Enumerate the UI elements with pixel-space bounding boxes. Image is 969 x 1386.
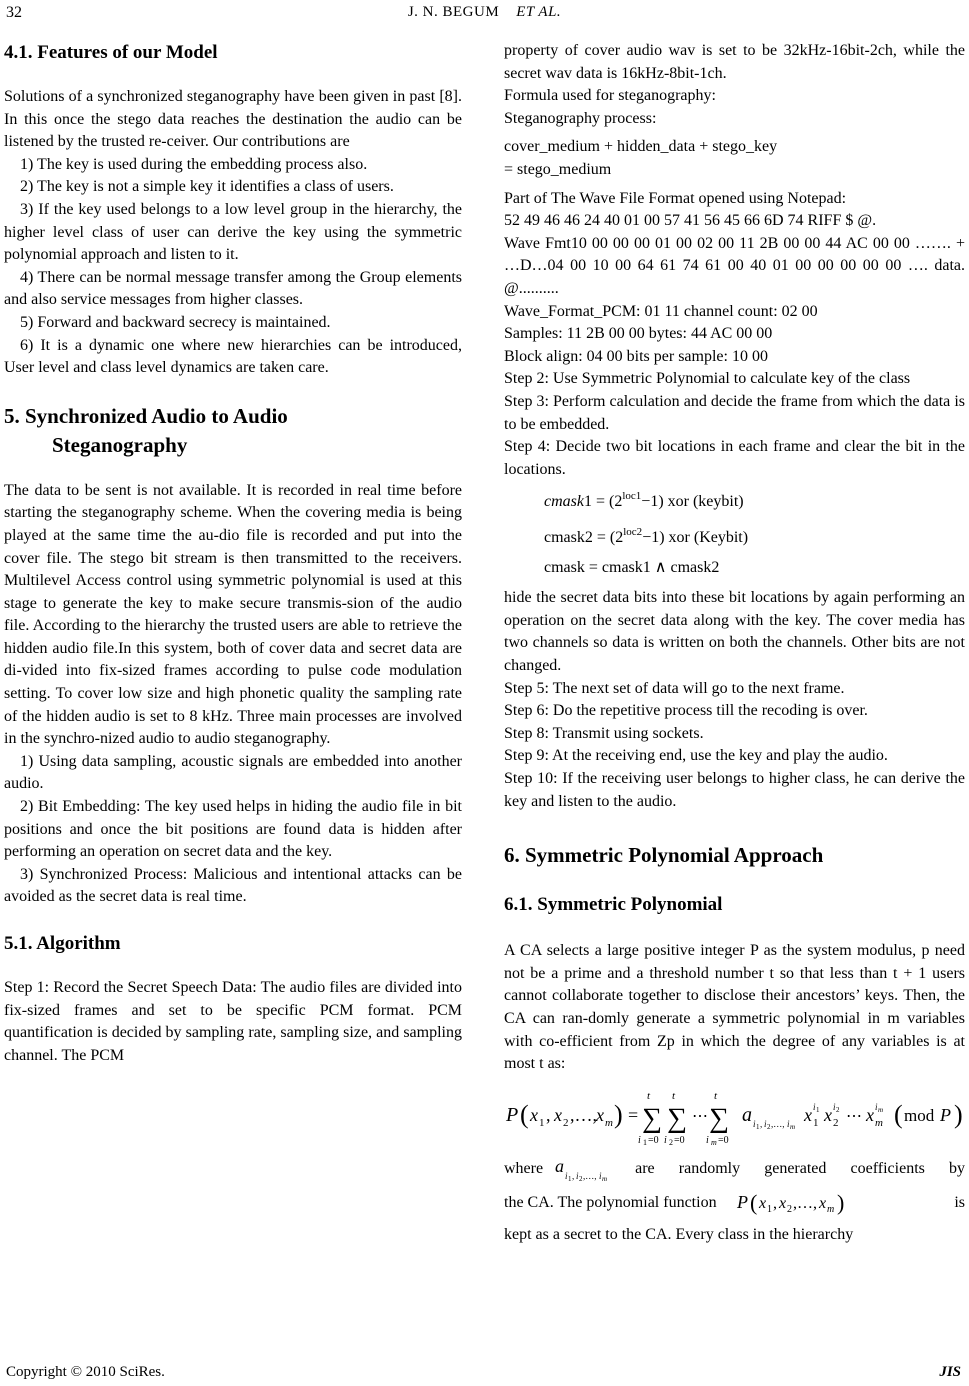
svg-text:m: m (711, 1137, 717, 1147)
feature-item: 3) If the key used belongs to a low level group in the hierarchy, the higher level class of user can derive the key using the symmetric polynomial approach and listen to it. (4, 200, 462, 264)
svg-text:i: i (638, 1134, 641, 1146)
svg-text:2: 2 (836, 1105, 840, 1114)
svg-text:2: 2 (833, 1116, 839, 1129)
process-label: Steganography process: (504, 109, 657, 127)
svg-text:i: i (599, 1170, 602, 1181)
svg-text:i: i (565, 1170, 568, 1181)
step-item: Step 9: At the receiving end, use the key and play the audio. (504, 747, 888, 765)
heading-sync-audio (4, 402, 462, 460)
feature-item: 1) The key is used during the embedding process also. (20, 155, 368, 173)
wave-line: 52 49 46 46 24 40 01 00 57 41 56 45 66 6D 74 RIFF $ @. (504, 212, 877, 230)
svg-text:m: m (878, 1105, 884, 1114)
svg-text:x: x (866, 1104, 874, 1125)
step-item: Step 5: The next set of data will go to the next frame. (504, 679, 845, 697)
svg-text:=0: =0 (648, 1134, 659, 1146)
footer-journal: JIS (939, 1364, 961, 1380)
polynomial-formula (504, 1082, 965, 1152)
svg-text:∑: ∑ (709, 1102, 729, 1134)
svg-text:i: i (576, 1170, 579, 1181)
svg-text:,…,: ,…, (583, 1170, 597, 1181)
svg-text:x: x (530, 1104, 538, 1125)
svg-text:2: 2 (579, 1174, 583, 1183)
step-item: Step 3: Perform calculation and decide the frame from which the data is to be embedded. (504, 392, 965, 433)
svg-text:): ) (614, 1099, 623, 1129)
wave-line: Samples: 11 2B 00 00 bytes: 44 AC 00 00 (504, 325, 773, 343)
feature-item: 5) Forward and backward secrecy is maintained. (20, 313, 331, 331)
svg-text:,…,: ,…, (792, 1194, 817, 1212)
heading-symmetric-polynomial-approach: 6. Symmetric Polynomial Approach (504, 843, 824, 868)
svg-text:=0: =0 (718, 1134, 729, 1146)
svg-text:): ) (954, 1099, 963, 1129)
svg-text:m: m (602, 1174, 608, 1183)
where-line (504, 1152, 965, 1186)
where-text: are randomly generated coefficients by (635, 1159, 965, 1177)
steg-formula-line1: cover_medium + hidden_data + stego_key (504, 138, 778, 156)
svg-text:t: t (647, 1089, 651, 1102)
coefficient-symbol (553, 1154, 629, 1184)
svg-text:1: 1 (756, 1122, 760, 1131)
step-item: Step 4: Decide two bit locations in each frame and clear the bit in the locations. (504, 438, 965, 478)
svg-text:2: 2 (767, 1122, 771, 1131)
svg-text:x: x (758, 1194, 766, 1212)
wave-line: Part of The Wave File Format opened using Notepad: (504, 189, 847, 207)
svg-text:(: ( (894, 1099, 903, 1129)
cmask1-var: cmask (544, 493, 584, 511)
svg-text:1: 1 (643, 1137, 647, 1147)
running-head-authors: J. N. BEGUM (407, 4, 500, 20)
svg-text:x: x (596, 1104, 604, 1125)
svg-text:2: 2 (563, 1116, 569, 1129)
svg-text:a: a (742, 1103, 752, 1126)
svg-text:,…,: ,…, (570, 1104, 597, 1125)
cmask1-tail: −1) xor (keybit) (641, 493, 744, 511)
svg-text:P: P (506, 1103, 519, 1126)
feature-item: 6) It is a dynamic one where new hierarchies can be introduced, User level and class level dynamics are taken care. (4, 336, 462, 377)
svg-text:P: P (940, 1104, 951, 1125)
svg-text:x: x (818, 1194, 826, 1212)
svg-text:m: m (605, 1116, 613, 1129)
svg-text:x: x (804, 1104, 812, 1125)
svg-text:(: ( (749, 1189, 757, 1215)
where-word: where (504, 1159, 544, 1177)
is-text: is (954, 1193, 965, 1211)
svg-text:,: , (546, 1104, 551, 1125)
svg-text:=: = (628, 1104, 639, 1125)
formula-label: Formula used for steganography: (504, 87, 716, 105)
feature-item: 2) The key is not a simple key it identifies a class of users. (20, 178, 394, 196)
polynomial-formula-svg (504, 1085, 964, 1149)
svg-text:i: i (813, 1101, 816, 1112)
page-number: 32 (6, 4, 22, 21)
step-item: Step 6: Do the repetitive process till the recoding is over. (504, 702, 868, 720)
cmask1-expr: 1 = (2 (583, 493, 623, 511)
paragraph-step1: Step 1: Record the Secret Speech Data: The audio files are divided into fix-sized frames and set to be specific PCM format. PCM quantification is decided by sampling rate, sampling size, and sampling channel. The PCM (4, 979, 462, 1064)
svg-text:P: P (736, 1191, 748, 1212)
cmask2-sup: loc2 (623, 526, 643, 539)
heading-features: 4.1. Features of our Model (4, 42, 218, 63)
svg-text:1: 1 (539, 1116, 545, 1129)
svg-text:a: a (555, 1155, 565, 1176)
svg-text:m: m (875, 1116, 883, 1129)
svg-text:,…,: ,…, (771, 1118, 785, 1129)
heading-sync-line2: Steganography (52, 432, 188, 457)
svg-text:x: x (778, 1194, 786, 1212)
steg-formula-line2: = stego_medium (504, 160, 612, 178)
step-item: Step 10: If the receiving user belongs to higher class, he can derive the key and listen to the audio. (504, 770, 965, 810)
paragraph-features-intro: Solutions of a synchronized steganography have been given in past [8]. In this once the stego data reaches the destination the audio can be listened by the trusted re-ceiver. Our contributions are (4, 88, 462, 151)
cmask1-sup: loc1 (622, 490, 642, 503)
svg-text:,: , (772, 1194, 777, 1212)
svg-text:2: 2 (786, 1203, 792, 1215)
svg-text:): ) (836, 1189, 844, 1215)
process-item: 2) Bit Embedding: The key used helps in hiding the audio file in bit positions and once the bit positions are found data is hidden after performing an operation on secret data and the key. (4, 798, 462, 861)
running-head (0, 4, 969, 21)
equation-cmask1 (504, 481, 965, 517)
svg-text:1: 1 (568, 1174, 572, 1183)
svg-text:1: 1 (816, 1105, 820, 1114)
svg-text:1: 1 (766, 1203, 772, 1215)
process-item: 1) Using data sampling, acoustic signals are embedded into another audio. (4, 752, 462, 793)
heading-algorithm: 5.1. Algorithm (4, 933, 121, 954)
svg-text:i: i (764, 1118, 767, 1129)
svg-text:m: m (826, 1203, 834, 1215)
svg-text:2: 2 (669, 1137, 673, 1147)
heading-sync-line1: 5. Synchronized Audio to Audio (4, 403, 288, 428)
equation-cmask: cmask = cmask1 ∧ cmask2 (544, 559, 720, 577)
svg-text:∑: ∑ (642, 1102, 662, 1134)
svg-text:i: i (875, 1101, 878, 1112)
svg-text:x: x (554, 1104, 562, 1125)
svg-text:i: i (787, 1118, 790, 1129)
the-ca-text: the CA. The polynomial function (504, 1193, 717, 1211)
svg-text:∑: ∑ (667, 1102, 687, 1134)
wave-line: Wave Fmt10 00 00 00 01 00 02 00 11 2B 00 00 44 AC 00 00 ……. + …D…04 00 10 00 64 61 74 61 00 40 01 00 00 00 00 00 …. data. @.......... (504, 234, 965, 297)
svg-text:i: i (833, 1101, 836, 1112)
footer-copyright: Copyright © 2010 SciRes. (6, 1364, 165, 1380)
svg-text:i: i (664, 1134, 667, 1146)
svg-text:,: , (760, 1118, 763, 1129)
svg-text:=0: =0 (674, 1134, 685, 1146)
left-column (4, 38, 462, 1067)
svg-text:i: i (706, 1134, 709, 1146)
wave-line: Wave_Format_PCM: 01 11 channel count: 02 00 (504, 302, 818, 320)
equation-cmask2 (504, 517, 965, 553)
running-head-etal: ET AL. (516, 4, 562, 20)
paragraph-ca: A CA selects a large positive integer P as the system modulus, p need not be a prime and a threshold number t so that less than t + 1 users cannot collaborate together to disclose their ancestors’ keys. Then, the CA can ran-domly generate a symmetric polynomial in m variables with co-efficient from Zp in which the degree of any variables is at most t as: (504, 942, 965, 1073)
svg-text:m: m (790, 1122, 796, 1131)
paragraph-last-line: kept as a secret to the CA. Every class in the hierarchy (504, 1225, 854, 1243)
step-item: Step 2: Use Symmetric Polynomial to calculate key of the class (504, 370, 911, 388)
cmask2-expr: cmask2 = (2 (544, 529, 624, 547)
svg-text:1: 1 (813, 1116, 819, 1129)
svg-text:i: i (753, 1118, 756, 1129)
svg-text:(: ( (520, 1099, 529, 1129)
right-column (504, 40, 965, 1246)
cmask2-tail: −1) xor (Keybit) (642, 529, 749, 547)
heading-symmetric-polynomial: 6.1. Symmetric Polynomial (504, 894, 723, 916)
paragraph-pcm-continued: property of cover audio wav is set to be 32kHz-16bit-2ch, while the secret wav data is 16kHz-8bit-1ch. (504, 42, 965, 82)
wave-line: Block align: 04 00 bits per sample: 10 00 (504, 347, 768, 365)
paragraph-hide: hide the secret data bits into these bit locations by again performing an operation on the secret data along with the key. The cover media has two channels so data is written on both the channels. Other bits are not changed. (504, 589, 965, 675)
svg-text:x: x (824, 1104, 832, 1125)
process-item: 3) Synchronized Process: Malicious and intentional attacks can be avoided as the secret data is real time. (4, 865, 462, 906)
step-item: Step 8: Transmit using sockets. (504, 724, 704, 742)
paragraph-sync: The data to be sent is not available. It is recorded in real time before starting the steganography scheme. When the covering media is being played at the same time the au-dio file is recorded and put into the cover file. The stego bit stream is then transmitted to the receivers. Multilevel Access control using symmetric polynomial is used at this stage to generate the key to make secure transmis-sion of the audio file. According to the hierarchy the trusted users are able to retrieve the hidden audio file.In this system, both of cover data and secret data are di-vided into fix-sized frames according to pulse code modulation setting. To cover low size and high phonetic quality the sampling rate of the hidden audio is set to 8 kHz. Three main processes are involved in the synchro-nized audio to audio steganography. (4, 481, 462, 748)
feature-item: 4) There can be normal message transfer among the Group elements and also service messages from higher classes. (4, 268, 462, 309)
svg-text:,: , (572, 1170, 575, 1181)
mod-text: mod (904, 1105, 935, 1125)
polynomial-function-symbol (735, 1188, 873, 1218)
polynomial-function-line (504, 1186, 965, 1220)
svg-text:⋯: ⋯ (846, 1107, 862, 1125)
svg-text:t: t (672, 1089, 676, 1102)
svg-text:⋯: ⋯ (692, 1107, 708, 1125)
svg-text:t: t (714, 1089, 718, 1102)
